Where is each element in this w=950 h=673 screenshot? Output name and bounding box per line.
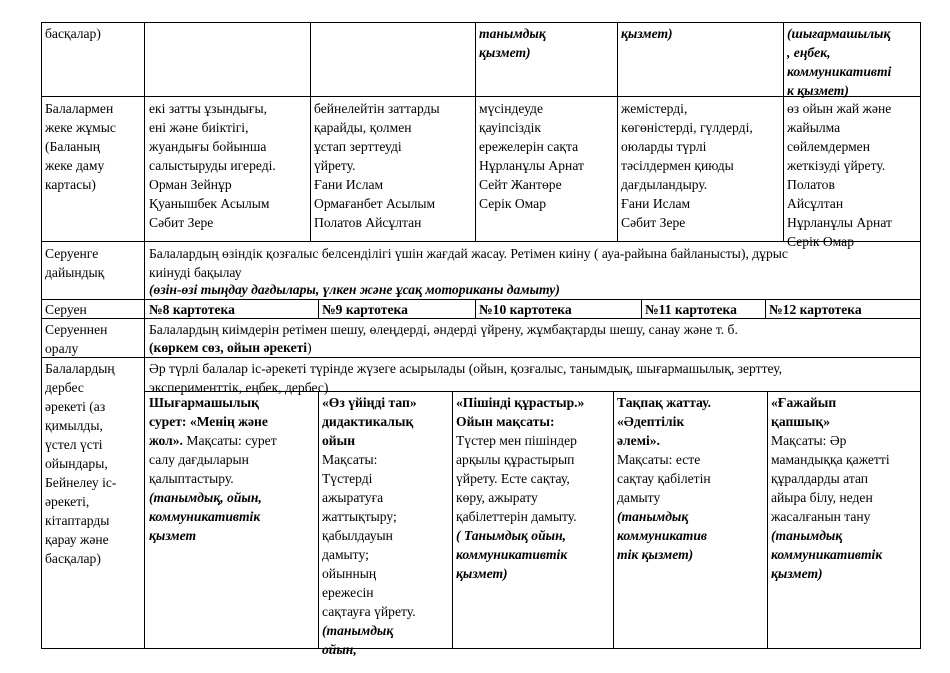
row1-cell-6: (шығармашылық , еңбек, коммуникативті к қызмет) — [787, 26, 892, 98]
cell6-text: Мақсаты: Әр мамандыққа қажетті құралдарды атап айыра білу, неден жасалғанын тану — [771, 433, 890, 524]
table-row-divider — [41, 357, 921, 358]
row6-cell-3 — [322, 393, 417, 659]
cell4-text: Түстер мен пішіндер арқылы құрастырып үйрету. Есте сақтау, көру, ажырату қабілеттерін дамыту. — [456, 433, 577, 524]
row4-label: Серуен — [45, 302, 87, 317]
column-divider — [765, 299, 766, 319]
row3-label: Серуенге дайындық — [45, 246, 105, 280]
row1-cell-5: қызмет) — [621, 26, 673, 41]
table-border-bottom — [41, 648, 921, 649]
row6-cell-5 — [617, 393, 711, 564]
row2-cell-3: бейнелейтін заттарды қарайды, қолмен ұстап зерттеуді үйрету. Ғани Ислам Ормағанбет Асылым Полатов Айсұлтан — [314, 101, 440, 230]
table-border-right — [920, 22, 921, 649]
card-12: №12 картотека — [769, 302, 862, 317]
cell3-title: «Өз үйіңді тап» дидактикалық ойын — [322, 395, 417, 448]
column-divider — [318, 391, 319, 649]
column-divider — [475, 299, 476, 319]
column-divider — [613, 391, 614, 649]
row6-intro: Әр түрлі балалар іс-әрекеті түрінде жүзеге асырылады (ойын, қозғалыс, танымдық, шығармашылық, зерттеу, эксперименттік, еңбек, дербес) — [149, 361, 783, 395]
cell3-text: Мақсаты: Түстерді ажыратуға жаттықтыру; қабылдауын дамыту; ойынның ережесін сақтауға үйрету. — [322, 452, 416, 619]
column-divider — [641, 299, 642, 319]
cell2-text: Мақсаты: сурет салу дағдыларын қалыптастыру. — [149, 433, 277, 486]
column-divider — [318, 299, 319, 319]
cell6-note: (танымдық коммуникативтік қызмет) — [771, 528, 883, 581]
row5-text: Балалардың киімдерін ретімен шешу, өлеңдерді, әндерді үйрену, жұмбақтарды шешу, санау және т. б. — [149, 322, 738, 337]
column-divider — [452, 391, 453, 649]
row1-label: басқалар) — [45, 26, 101, 41]
cell2-title: Шығармашылық сурет: «Менің және жол». — [149, 395, 268, 448]
row2-cell-4: мүсіндеуде қауіпсіздік ережелерін сақта Нұрланұлы Арнат Сейт Жантөре Серік Омар — [479, 101, 584, 211]
card-8: №8 картотека — [149, 302, 235, 317]
row1-cell-4: танымдық қызмет) — [479, 26, 546, 60]
cell2-note: (танымдық, ойын, коммуникативтік қызмет — [149, 490, 262, 543]
column-divider — [767, 391, 768, 649]
row2-cell-6: өз ойын жай және жайылма сөйлемдермен жеткізуді үйрету. Полатов Айсұлтан Нұрланұлы Арнат Серік Омар — [787, 101, 892, 249]
cell5-note: (танымдық коммуникатив тік қызмет) — [617, 509, 707, 562]
row2-cell-2: екі затты ұзындығы, ені және биіктігі, жуандығы бойынша салыстыруды игереді. Орман Зейнұр Қуанышбек Асылым Сәбит Зере — [149, 101, 276, 230]
column-divider — [617, 22, 618, 242]
cell4-note: ( Танымдық ойын, коммуникативтік қызмет) — [456, 528, 568, 581]
card-10: №10 картотека — [479, 302, 572, 317]
row2-cell-5: жемістерді, көгөністерді, гүлдерді, оюларды түрлі тәсілдермен қиюды дағдыландыру. Ғани Ислам Сәбит Зере — [621, 101, 753, 230]
cell5-title: Тақпақ жаттау. «Әдептілік әлемі». — [617, 395, 711, 448]
row6-label: Балалардың дербес әрекеті (аз қимылды, үстел үсті ойындары, Бейнелеу іс- әрекеті, кітаптарды қарау және басқалар) — [45, 361, 117, 566]
row5-note-close: ) — [307, 340, 312, 355]
cell6-title: «Ғажайып қапшық» — [771, 395, 837, 429]
column-divider — [783, 22, 784, 242]
row6-cell-4 — [456, 393, 584, 583]
row6-cell-2 — [149, 393, 277, 545]
row5-note: (көркем сөз, ойын әрекеті — [149, 340, 308, 355]
table-border-left — [41, 22, 42, 649]
row3-note: (өзін-өзі тыңдау дағдылары, үлкен және ұсақ моториканы дамыту) — [149, 282, 560, 297]
row5-note-line — [149, 338, 312, 357]
cell5-text: Мақсаты: есте сақтау қабілетін дамыту — [617, 452, 711, 505]
row2-label: Балалармен жеке жұмыс (Баланың жеке даму картасы) — [45, 101, 116, 192]
column-divider — [310, 22, 311, 242]
row5-label: Серуеннен оралу — [45, 322, 108, 356]
row6-cell-6 — [771, 393, 890, 583]
card-11: №11 картотека — [645, 302, 737, 317]
table-border-top — [41, 22, 921, 23]
column-divider — [144, 22, 145, 649]
card-9: №9 картотека — [322, 302, 408, 317]
row3-text: Балалардың өзіндік қозғалыс белсенділігі үшін жағдай жасау. Ретімен киіну ( ауа-райына байланысты), дұрыс киінуді бақылау — [149, 246, 788, 280]
cell3-note: (танымдық ойын, — [322, 623, 394, 657]
cell4-title: «Пішінді құрастыр.» Ойын мақсаты: — [456, 395, 585, 429]
column-divider — [475, 22, 476, 242]
